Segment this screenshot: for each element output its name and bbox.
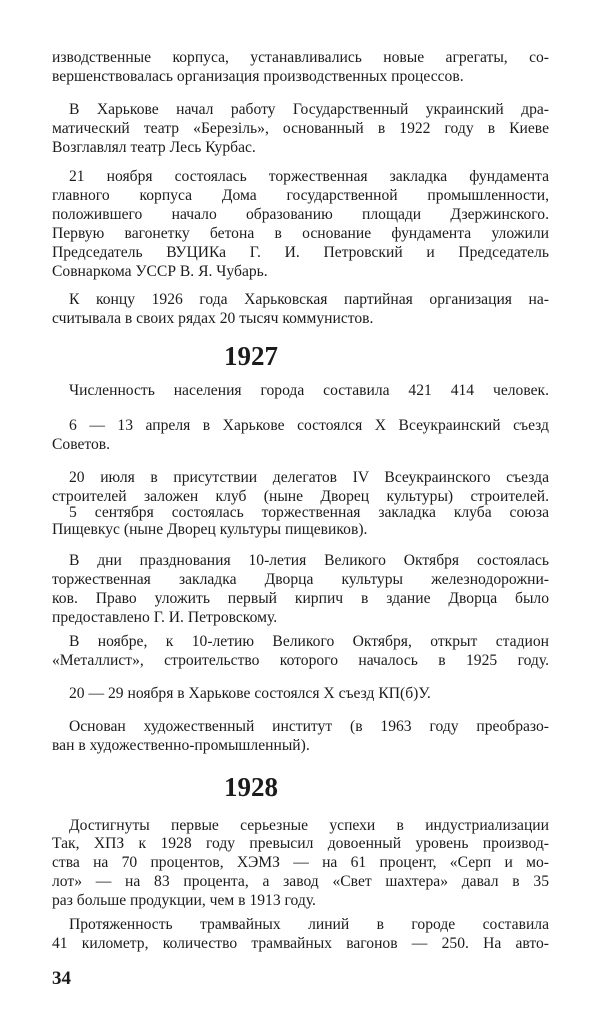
text-line: Протяженность трамвайных линий в городе составила [69,916,549,933]
text-line: строителей заложен клуб (ныне Дворец культуры) строителей. [52,488,549,505]
text-line: Достигнуты первые серьезные успехи в индустриализации [69,817,549,834]
text-line: Первую вагонетку бетона в основание фундамента уложили [52,225,549,242]
text-line: вершенствовалась организация производственных процессов. [52,68,464,85]
text-line: изводственные корпуса, устанавливались новые агрегаты, со- [52,49,549,66]
text-line: торжественная закладка Дворца культуры железнодорожни- [52,571,549,588]
year-heading-1928: 1928 [224,772,278,802]
text-line: «Металлист», строительство которого началось в 1925 году. [52,652,549,669]
text-line: главного корпуса Дома государственной промышленности, [52,187,549,204]
text-line: Председатель ВУЦИКа Г. И. Петровский и Председатель [52,244,549,261]
text-line: Численность населения города составила 421 414 человек. [69,382,549,399]
text-line: Так, ХПЗ к 1928 году превысил довоенный уровень производ- [52,835,549,852]
text-line: матический театр «Березіль», основанный в 1922 году в Киеве [52,120,549,137]
text-line: В ноябре, к 10-летию Великого Октября, открыт стадион [69,633,549,650]
text-line: 20 — 29 ноября в Харькове состоялся X съезд КП(б)У. [69,685,431,702]
text-line: ков. Право уложить первый кирпич в здание Дворца было [52,590,549,607]
text-line: ства на 70 процентов, ХЭМЗ — на 61 процент, «Серп и мо- [52,854,549,871]
text-line: К концу 1926 года Харьковская партийная организация на- [69,291,549,308]
text-line: 6 — 13 апреля в Харькове состоялся X Всеукраинский съезд [69,417,549,434]
text-line: ван в художественно-промышленный). [52,737,310,754]
text-line: считывала в своих рядах 20 тысяч коммунистов. [52,310,374,327]
text-line: раз больше продукции, чем в 1913 году. [52,892,316,909]
text-line: Советов. [52,436,111,453]
text-line: Возглавлял театр Лесь Курбас. [52,139,256,156]
text-line: Совнаркома УССР В. Я. Чубарь. [52,263,268,280]
text-line: В дни празднования 10-летия Великого Октября состоялась [69,552,549,569]
text-line: 21 ноября состоялась торжественная закладка фундамента [69,168,549,185]
text-line: Основан художественный институт (в 1963 году преобразо- [69,718,549,735]
page-number: 34 [52,968,71,989]
text-line: предоставлено Г. И. Петровскому. [52,609,278,626]
text-line: положившего начало образованию площади Дзержинского. [52,206,549,223]
text-line: Пищевкус (ныне Дворец культуры пищевиков). [52,521,368,538]
text-line: 20 июля в присутствии делегатов IV Всеукраинского съезда [69,469,549,486]
text-line: 5 сентября состоялась торжественная закладка клуба союза [69,504,549,521]
text-line: 41 километр, количество трамвайных вагонов — 250. На авто- [52,935,549,952]
text-line: В Харькове начал работу Государственный украинский дра- [69,101,549,118]
text-line: лот» — на 83 процента, а завод «Свет шахтера» давал в 35 [52,873,549,890]
year-heading-1927: 1927 [224,341,278,371]
